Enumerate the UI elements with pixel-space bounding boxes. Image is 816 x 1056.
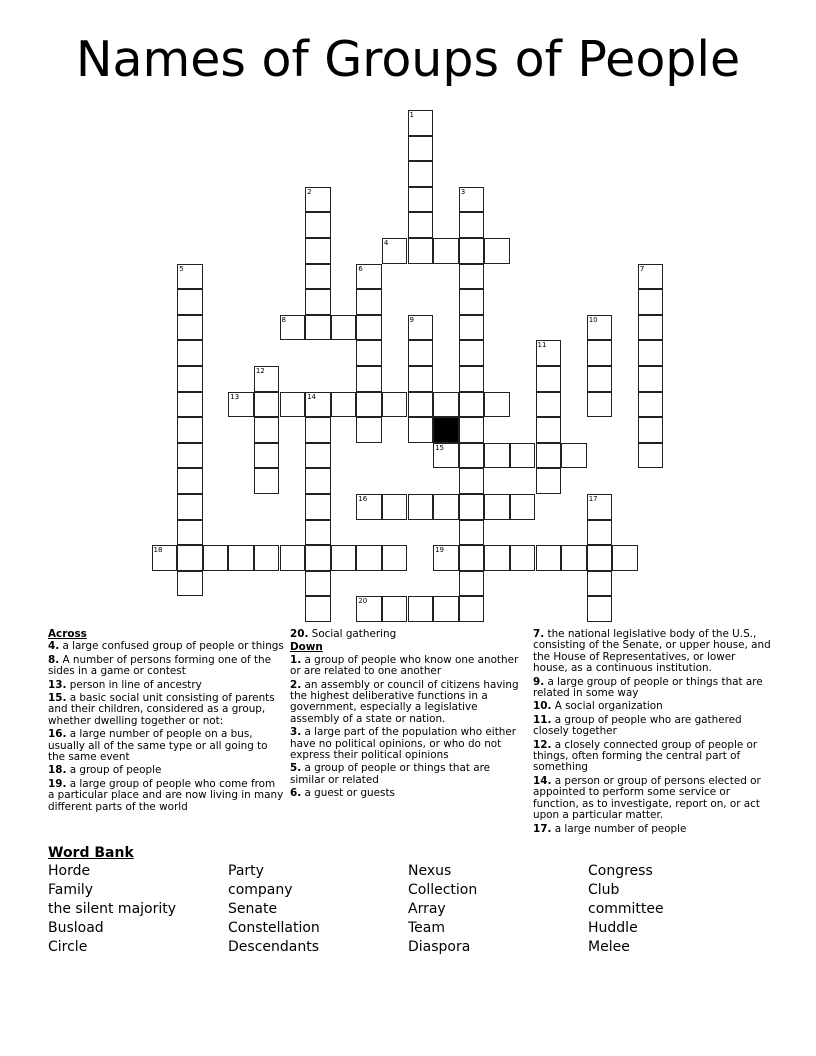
grid-cell[interactable] [305,494,331,520]
clue-number: 1. [290,653,302,666]
grid-cell[interactable] [638,443,664,469]
clue-item [290,655,526,678]
grid-cell[interactable] [228,392,254,418]
clue-text: a large group of people or things that are related in some way [533,675,763,700]
word-bank-item: Horde [48,863,91,879]
clue-number: 5. [290,762,302,775]
word-bank-item: Party [228,863,264,879]
grid-cell[interactable] [459,315,485,341]
clue-number: 2 [307,187,312,196]
grid-cell[interactable] [305,187,331,213]
clue-text: a large number of people on a bus, usually all of the same type or all going to the same event [48,728,268,764]
clue-number: 7. [533,628,545,640]
clue-number: 5 [179,264,184,273]
grid-cell[interactable] [536,417,562,443]
grid-cell[interactable] [305,596,331,622]
grid-cell[interactable] [254,366,280,392]
grid-cell[interactable] [433,392,459,418]
clue-text: a guest or guests [301,787,395,800]
grid-cell[interactable] [177,545,203,571]
clue-item [48,655,284,678]
clue-number: 8. [48,653,60,666]
clue-item [533,824,773,835]
grid-cell[interactable] [331,392,357,418]
clue-section-heading: Across [48,628,87,640]
grid-cell[interactable] [536,366,562,392]
grid-cell[interactable] [484,238,510,264]
grid-cell[interactable] [177,392,203,418]
grid-cell[interactable] [177,289,203,315]
clues-column-1 [48,629,284,815]
grid-cell[interactable] [459,264,485,290]
clue-text: Social gathering [308,628,397,640]
clue-number: 19. [48,777,67,790]
clue-number: 17. [533,822,552,835]
clue-item [48,729,284,763]
clue-text: a large group of people who come from a particular place and are now living in many different parts of the world [48,777,284,813]
grid-cell[interactable] [305,520,331,546]
grid-cell[interactable] [408,494,434,520]
grid-cell[interactable] [305,289,331,315]
grid-cell[interactable] [177,494,203,520]
clue-number: 10. [533,700,552,713]
grid-cell[interactable] [356,340,382,366]
grid-cell[interactable] [382,238,408,264]
clue-number: 10 [588,315,598,324]
clue-text: a closely connected group of people or things, often forming the central part of something [533,738,758,774]
clue-item [48,779,284,813]
grid-cell[interactable] [305,212,331,238]
clue-number: 6. [290,787,302,800]
word-bank-item: Collection [408,882,478,898]
grid-cell[interactable] [536,545,562,571]
grid-cell[interactable] [305,417,331,443]
grid-cell[interactable] [305,468,331,494]
grid-cell[interactable] [561,443,587,469]
clue-item [533,715,773,738]
grid-cell[interactable] [203,545,229,571]
grid-cell[interactable] [459,238,485,264]
clue-text: a group of people who are gathered closely together [533,713,742,738]
grid-cell[interactable] [305,392,331,418]
grid-cell[interactable] [510,443,536,469]
clue-number: 8 [281,315,286,324]
grid-cell[interactable] [382,545,408,571]
clue-text: a person or group of persons elected or appointed to perform some service or function, as to investigate, report on, or act upon a particular matter. [533,774,761,822]
grid-cell[interactable] [536,392,562,418]
clue-text: a group of people or things that are similar or related [290,762,491,786]
clue-text: person in line of ancestry [66,678,202,691]
grid-cell[interactable] [459,187,485,213]
clue-text: A number of persons forming one of the sides in a game or contest [48,653,272,678]
grid-cell[interactable] [254,545,280,571]
clue-number: 6 [358,264,363,273]
grid-cell[interactable] [356,417,382,443]
clue-number: 3 [460,187,466,196]
clue-item [290,788,526,799]
clue-number: 4. [48,640,60,653]
clue-number: 13. [48,678,67,691]
grid-cell[interactable] [254,417,280,443]
grid-cell[interactable] [177,443,203,469]
grid-cell[interactable] [433,238,459,264]
grid-cell[interactable] [331,315,357,341]
word-bank-item: Club [588,882,620,898]
grid-cell[interactable] [177,366,203,392]
clue-number: 15 [435,443,445,452]
grid-cell[interactable] [612,545,638,571]
grid-cell[interactable] [536,468,562,494]
grid-cell[interactable] [433,545,459,571]
grid-cell[interactable] [484,443,510,469]
grid-cell[interactable] [587,366,613,392]
grid-cell[interactable] [459,366,485,392]
clue-text: a large confused group of people or things [59,640,284,653]
clue-text: A social organization [551,700,663,713]
grid-cell[interactable] [356,289,382,315]
grid-cell[interactable] [305,264,331,290]
clue-text: an assembly or council of citizens having the highest deliberative functions in a government, especially a legislative assembly of a state or nation. [290,678,519,725]
clue-number: 11. [533,713,552,726]
grid-cell[interactable] [177,571,203,597]
clue-item [533,677,773,700]
grid-cell[interactable] [433,596,459,622]
word-bank-item: Melee [588,939,630,955]
clue-number: 12. [533,738,552,751]
grid-cell[interactable] [638,417,664,443]
grid-cell[interactable] [510,545,536,571]
word-bank-item: Family [48,882,94,898]
grid-cell[interactable] [433,443,459,469]
word-bank-item: committee [588,901,664,917]
grid-cell[interactable] [638,315,664,341]
grid-cell[interactable] [433,494,459,520]
grid-cell[interactable] [459,596,485,622]
grid-cell[interactable] [254,468,280,494]
clue-number: 17 [588,495,598,503]
grid-cell[interactable] [177,264,203,290]
grid-cell[interactable] [408,392,434,418]
grid-cell[interactable] [459,289,485,315]
grid-cell[interactable] [459,571,485,597]
grid-cell[interactable] [356,596,382,622]
grid-cell[interactable] [459,443,485,469]
clue-section-heading: Down [290,641,323,654]
grid-cell[interactable] [408,238,434,264]
grid-cell[interactable] [356,264,382,290]
clues-column-2 [290,629,526,802]
grid-cell[interactable] [408,596,434,622]
grid-cell[interactable] [305,545,331,571]
grid-cell[interactable] [280,392,306,418]
grid-cell[interactable] [305,238,331,264]
grid-cell[interactable] [280,315,306,341]
clue-number: 14 [307,392,317,401]
clue-number: 18 [153,546,163,555]
grid-cell[interactable] [305,443,331,469]
clue-number: 12 [255,367,265,375]
clue-text: the national legislative body of the U.S., consisting of the Senate, or upper house, and the House of Representatives, or lower house, as a continuous institution. [533,628,771,675]
word-bank-item: Diaspora [408,939,471,955]
clue-number: 9 [409,315,414,324]
word-bank-item: Team [408,920,446,936]
clue-item [48,641,284,652]
grid-cell[interactable] [152,545,178,571]
grid-cell[interactable] [382,494,408,520]
grid-cell[interactable] [408,136,434,162]
clue-item [533,629,773,675]
grid-cell[interactable] [331,545,357,571]
clue-number: 16 [358,495,368,503]
grid-cell[interactable] [587,340,613,366]
clue-number: 20 [358,597,368,606]
grid-cell[interactable] [356,392,382,418]
word-bank-item: Descendants [228,939,319,955]
clue-number: 16. [48,728,67,741]
grid-cell[interactable] [356,494,382,520]
grid-cell[interactable] [459,545,485,571]
clue-number: 3. [290,726,302,739]
grid-cell[interactable] [254,392,280,418]
grid-cell[interactable] [638,289,664,315]
grid-cell[interactable] [587,571,613,597]
grid-cell[interactable] [177,520,203,546]
clue-item [48,680,284,691]
clue-item [290,629,526,640]
word-bank-item: company [228,882,293,898]
word-bank-heading: Word Bank [48,845,134,861]
clue-number: 19 [435,546,445,555]
grid-cell[interactable] [638,340,664,366]
grid-cell[interactable] [356,366,382,392]
clue-item [533,776,773,822]
grid-cell[interactable] [587,545,613,571]
clue-item [533,701,773,712]
clue-number: 4 [383,239,389,247]
grid-cell[interactable] [305,315,331,341]
clue-item [533,740,773,774]
grid-cell[interactable] [382,392,408,418]
grid-cell[interactable] [382,596,408,622]
grid-cell[interactable] [484,392,510,418]
word-bank-item: Senate [228,901,278,917]
clue-item [290,727,526,761]
clue-text: a large number of people [551,822,687,835]
word-bank-item: Nexus [408,863,452,879]
word-bank-item: Busload [48,920,104,936]
grid-cell[interactable] [587,520,613,546]
grid-cell[interactable] [561,545,587,571]
grid-cell[interactable] [408,340,434,366]
clue-item [290,680,526,726]
grid-cell[interactable] [587,315,613,341]
grid-cell[interactable] [638,264,664,290]
grid-cell[interactable] [408,212,434,238]
clue-item [48,693,284,727]
grid-cell[interactable] [177,315,203,341]
grid-cell[interactable] [510,494,536,520]
clue-number: 9. [533,675,545,688]
grid-cell[interactable] [408,315,434,341]
word-bank-item: Circle [48,939,88,955]
clue-text: a basic social unit consisting of parents and their children, considered as a group, whether dwelling together or not: [48,692,275,727]
grid-cell[interactable] [459,212,485,238]
word-bank-item: Huddle [588,920,638,936]
grid-cell[interactable] [356,545,382,571]
grid-cell[interactable] [638,392,664,418]
clue-item [290,763,526,786]
clues-column-3 [533,629,773,837]
clue-number: 20. [290,628,309,640]
page-title: Names of Groups of People [75,31,741,88]
grid-cell[interactable] [638,366,664,392]
word-bank-item: the silent majority [48,901,177,917]
grid-cell[interactable] [459,392,485,418]
clue-number: 18. [48,764,67,777]
clue-number: 2. [290,678,302,691]
clue-number: 14. [533,774,552,787]
black-square [433,417,459,443]
grid-cell[interactable] [280,545,306,571]
grid-cell[interactable] [459,520,485,546]
grid-cell[interactable] [536,340,562,366]
clue-number: 1 [409,111,414,119]
grid-cell[interactable] [356,315,382,341]
grid-cell[interactable] [459,340,485,366]
clue-text: a large part of the population who either have no political opinions, or who do not express their political opinions [290,726,517,762]
grid-cell[interactable] [587,392,613,418]
word-bank-item: Array [408,901,446,917]
grid-cell[interactable] [408,366,434,392]
clue-number: 13 [230,392,240,401]
grid-cell[interactable] [305,571,331,597]
grid-cell[interactable] [587,596,613,622]
clue-item [48,765,284,776]
grid-cell[interactable] [484,494,510,520]
grid-cell[interactable] [228,545,254,571]
clue-number: 7 [639,264,645,273]
grid-cell[interactable] [484,545,510,571]
grid-cell[interactable] [254,443,280,469]
grid-cell[interactable] [408,417,434,443]
grid-cell[interactable] [177,417,203,443]
clue-number: 15. [48,692,67,705]
word-bank-item: Congress [588,863,653,879]
grid-cell[interactable] [587,494,613,520]
clue-text: a group of people who know one another or are related to one another [290,653,519,678]
grid-cell[interactable] [408,161,434,187]
grid-cell[interactable] [177,468,203,494]
grid-cell[interactable] [459,468,485,494]
grid-cell[interactable] [459,417,485,443]
grid-cell[interactable] [177,340,203,366]
clue-text: a group of people [66,764,162,777]
grid-cell[interactable] [408,187,434,213]
clue-number: 11 [537,341,547,350]
grid-cell[interactable] [536,443,562,469]
grid-cell[interactable] [408,110,434,136]
word-bank-item: Constellation [228,920,320,936]
grid-cell[interactable] [459,494,485,520]
